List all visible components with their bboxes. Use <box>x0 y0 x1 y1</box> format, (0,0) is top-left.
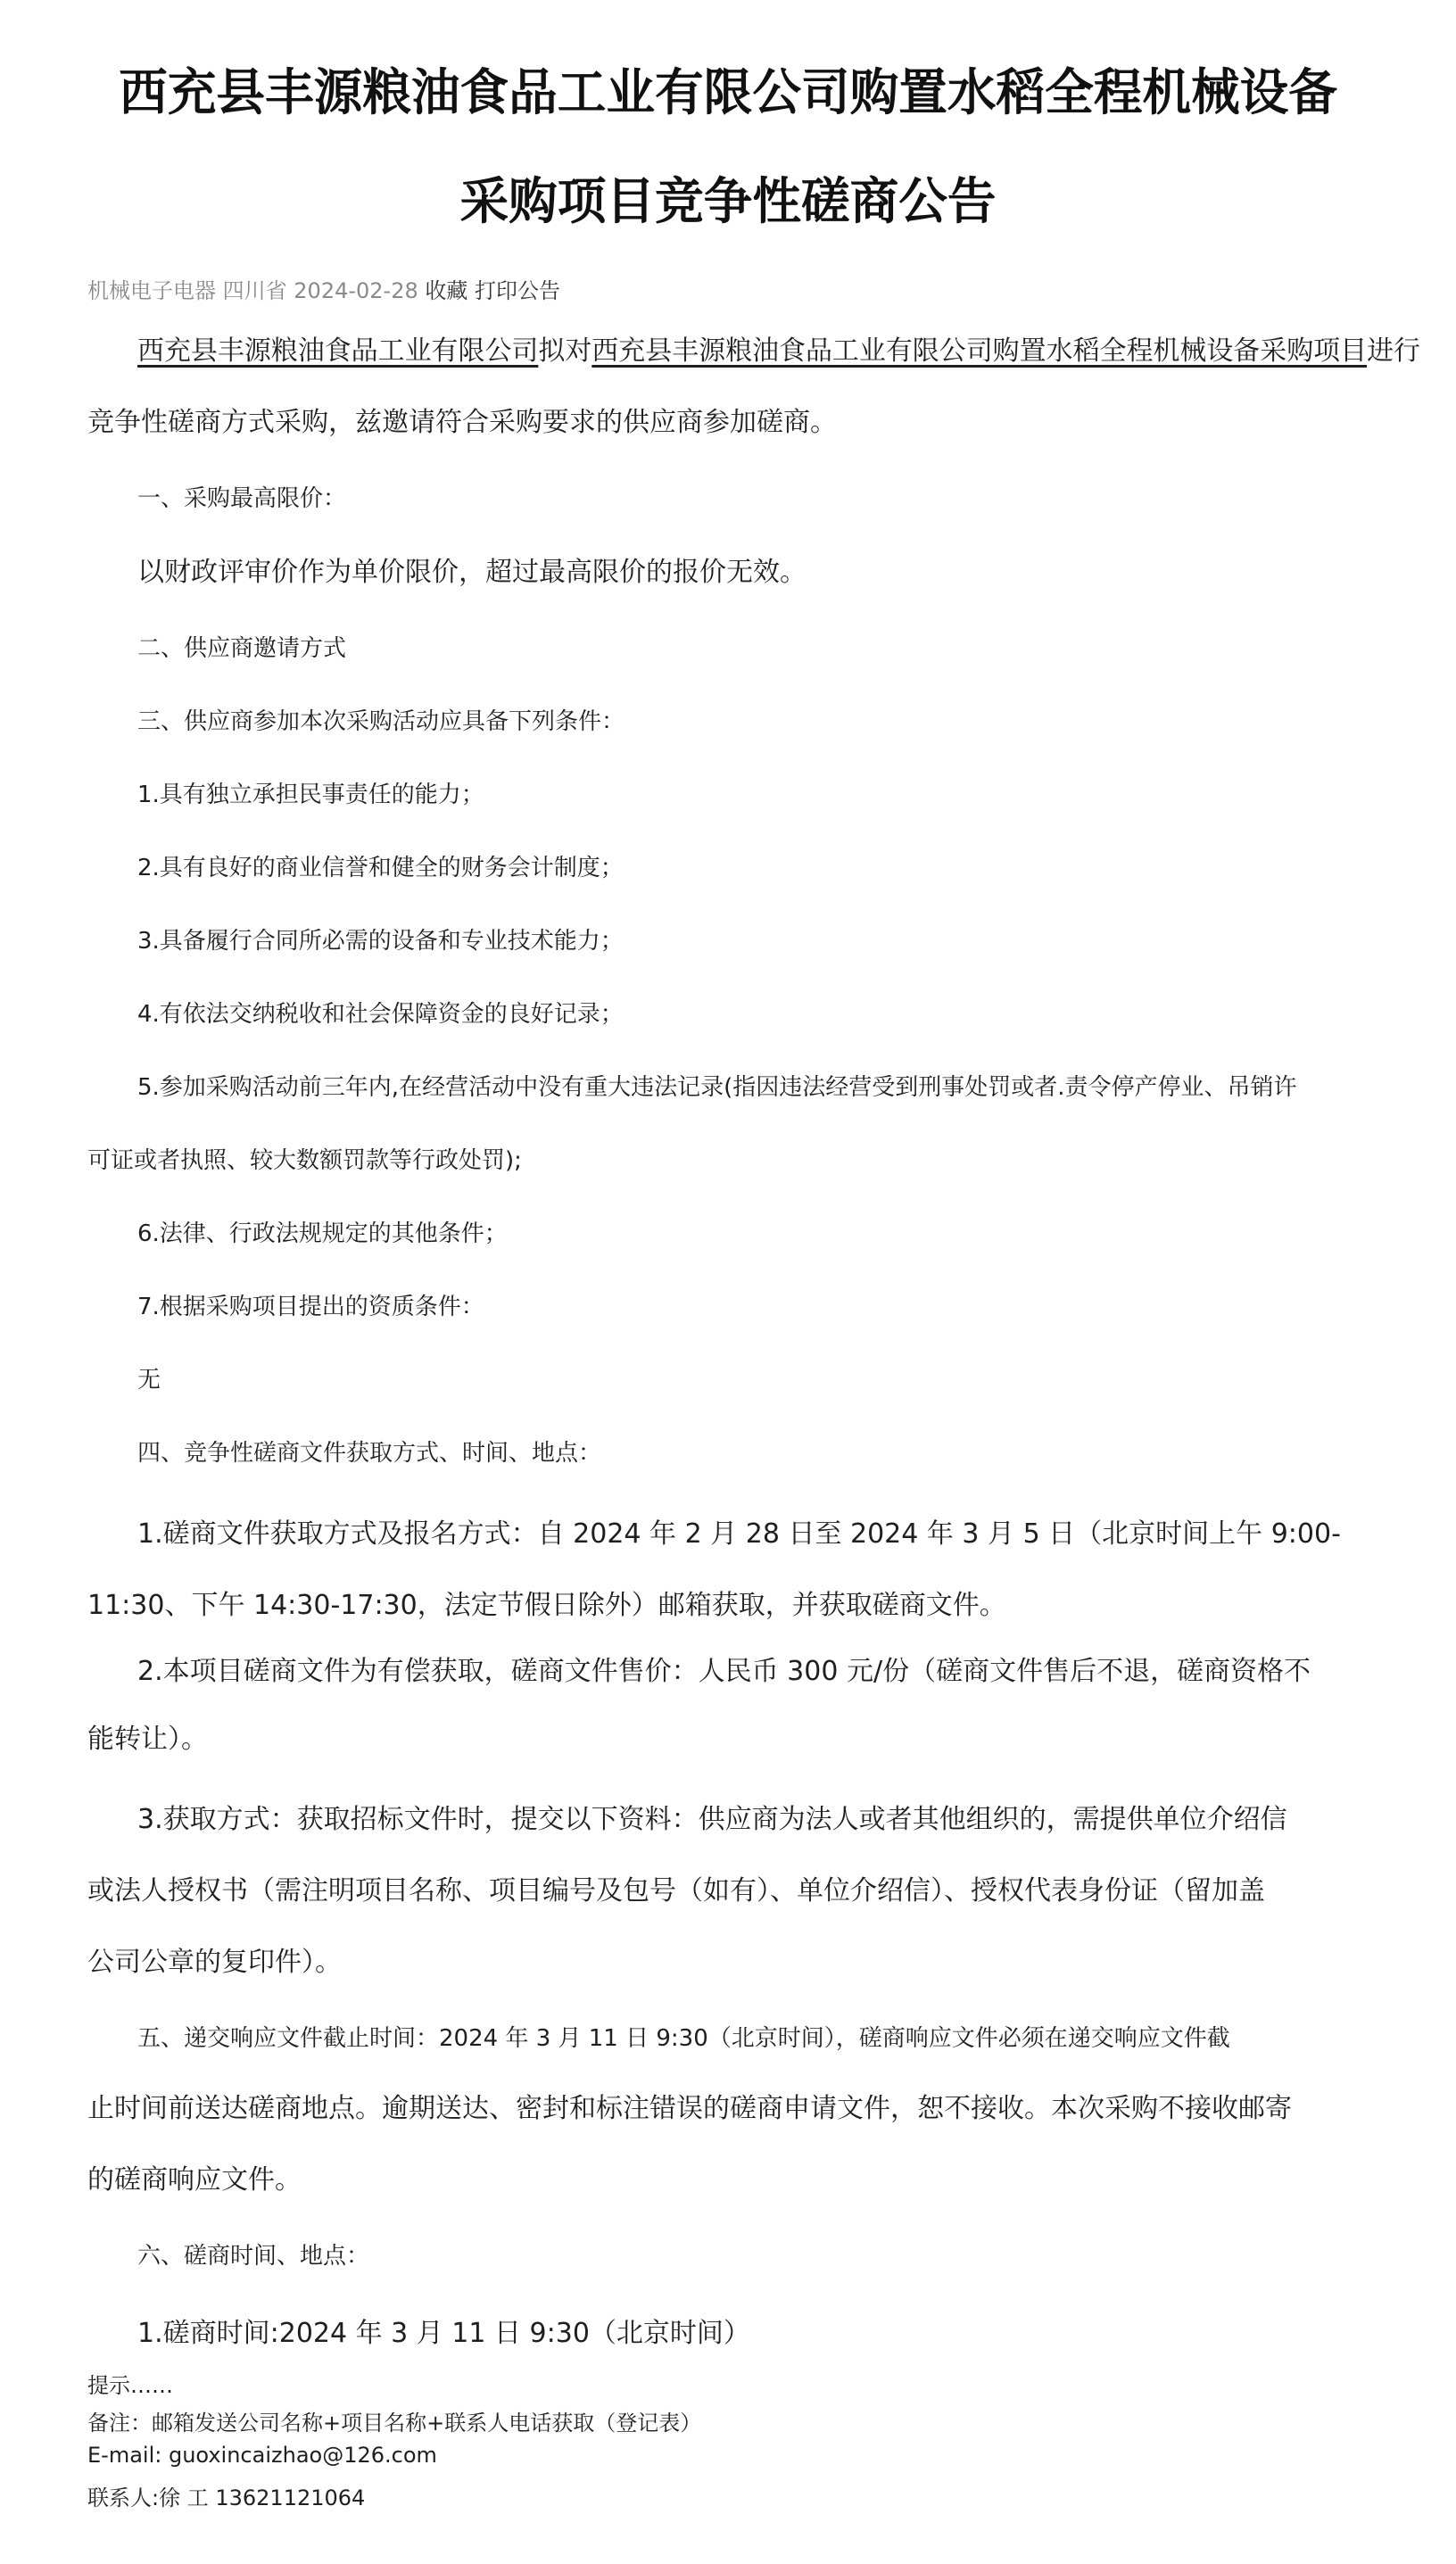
intro-line-1 <box>137 328 1420 368</box>
condition-6: 6.法律、行政法规规定的其他条件； <box>137 1220 508 1247</box>
meta-category-link[interactable]: 机械电子电器 <box>87 278 216 303</box>
footer-note: 备注：邮箱发送公司名称+项目名称+联系人电话获取（登记表） <box>87 2411 702 2436</box>
page-title-line-2: 采购项目竞争性磋商公告 <box>459 173 997 231</box>
condition-7-value: 无 <box>137 1367 161 1394</box>
condition-7: 7.根据采购项目提出的资质条件： <box>137 1294 484 1320</box>
section-1-body: 以财政评审价作为单价限价，超过最高限价的报价无效。 <box>137 557 807 588</box>
print-button[interactable]: 打印公告 <box>475 278 561 303</box>
purchaser-link[interactable]: 西充县丰源粮油食品工业有限公司 <box>137 335 539 367</box>
section-1-heading: 一、采购最高限价： <box>137 485 347 512</box>
intro-line-2: 竞争性磋商方式采购，兹邀请符合采购要求的供应商参加磋商。 <box>87 407 837 438</box>
section-4-p2-line-2: 能转让）。 <box>87 1724 208 1755</box>
condition-4: 4.有依法交纳税收和社会保障资金的良好记录； <box>137 1001 624 1028</box>
section-5-line-2: 止时间前送达磋商地点。逾期送达、密封和标注错误的磋商申请文件，恕不接收。本次采购不接收邮寄 <box>87 2093 1292 2124</box>
intro-text-2: 进行 <box>1367 335 1420 367</box>
meta-region-link[interactable]: 四川省 <box>222 278 287 303</box>
section-4-p1-line-1: 1.磋商文件获取方式及报名方式：自 2024 年 2 月 28 日至 2024 年 3 月 5 日（北京时间上午 9:00- <box>137 1518 1341 1550</box>
condition-1: 1.具有独立承担民事责任的能力； <box>137 782 484 808</box>
section-4-p3-line-1: 3.获取方式：获取招标文件时，提交以下资料：供应商为法人或者其他组织的，需提供单位介绍信 <box>137 1804 1287 1835</box>
favorite-button[interactable]: 收藏 <box>425 278 468 303</box>
meta-date: 2024-02-28 <box>294 278 418 303</box>
section-2-heading: 二、供应商邀请方式 <box>137 635 347 662</box>
meta-bar <box>87 273 560 304</box>
section-4-p2-line-1: 2.本项目磋商文件为有偿获取，磋商文件售价：人民币 300 元/份（磋商文件售后不退，磋商资格不 <box>137 1656 1311 1687</box>
condition-3: 3.具备履行合同所必需的设备和专业技术能力； <box>137 928 624 955</box>
section-5-line-1: 五、递交响应文件截止时间：2024 年 3 月 11 日 9:30（北京时间），磋商响应文件必须在递交响应文件截 <box>137 2025 1230 2052</box>
condition-5-line-1: 5.参加采购活动前三年内,在经营活动中没有重大违法记录(指因违法经营受到刑事处罚或者.责令停产停业、吊销许 <box>137 1074 1297 1101</box>
section-3-heading: 三、供应商参加本次采购活动应具备下列条件： <box>137 708 625 735</box>
section-4-heading: 四、竞争性磋商文件获取方式、时间、地点： <box>137 1440 602 1467</box>
section-4-p3-line-2: 或法人授权书（需注明项目名称、项目编号及包号（如有）、单位介绍信）、授权代表身份证（留加盖 <box>87 1875 1265 1906</box>
project-link[interactable]: 西充县丰源粮油食品工业有限公司购置水稻全程机械设备采购项目 <box>592 335 1368 367</box>
section-6-time: 1.磋商时间:2024 年 3 月 11 日 9:30（北京时间） <box>137 2318 750 2349</box>
footer-tip: 提示…… <box>87 2373 173 2398</box>
section-5-line-3: 的磋商响应文件。 <box>87 2164 302 2196</box>
condition-5-line-2: 可证或者执照、较大数额罚款等行政处罚); <box>87 1147 522 1174</box>
section-4-p1-line-2: 11:30、下午 14:30-17:30，法定节假日除外）邮箱获取，并获取磋商文件。 <box>87 1590 1006 1621</box>
condition-2: 2.具有良好的商业信誉和健全的财务会计制度； <box>137 855 624 881</box>
intro-text-1: 拟对 <box>538 335 592 367</box>
page-title-line-1: 西充县丰源粮油食品工业有限公司购置水稻全程机械设备 <box>119 64 1337 122</box>
section-4-p3-line-3: 公司公章的复印件）。 <box>87 1947 342 1978</box>
section-6-heading: 六、磋商时间、地点： <box>137 2243 370 2270</box>
footer-email[interactable]: E-mail: guoxincaizhao@126.com <box>87 2443 437 2468</box>
footer-contact: 联系人:徐 工 13621121064 <box>87 2485 366 2510</box>
